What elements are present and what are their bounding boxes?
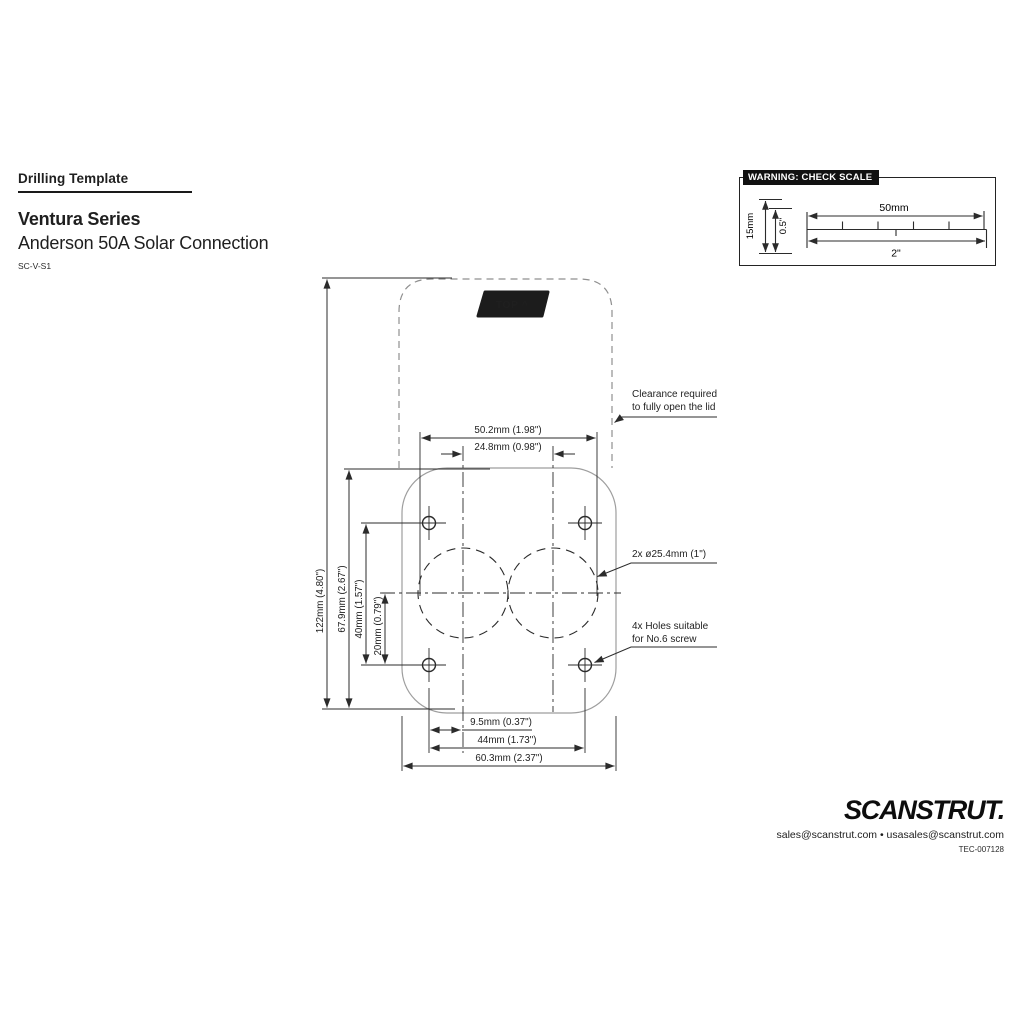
scale-half-inch-label: 0.5" [778,217,789,235]
brand-logo: SCANSTRUT. [844,795,1004,825]
warning-label: WARNING: CHECK SCALE [743,170,879,185]
top-badge-label: TOP ^ [495,299,529,311]
product-title: Anderson 50A Solar Connection [18,233,269,253]
dim-screw-row-spacing: 40mm (1.57") [354,579,365,639]
scale-15mm-label: 15mm [745,212,756,240]
sku-code: SC-V-S1 [18,261,52,271]
dim-cutout-width: 50.2mm (1.98") [474,425,542,436]
document-number: TEC-007128 [958,845,1004,854]
scale-50mm-label: 50mm [879,202,909,214]
note-cable-holes: 2x ø25.4mm (1") [632,549,707,560]
contact-emails: sales@scanstrut.com • usasales@scanstrut.com [776,829,1004,841]
dim-screw-col-spacing: 44mm (1.73") [477,735,537,746]
dim-centre-to-row: 20mm (0.79") [373,596,384,656]
series-title: Ventura Series [18,209,141,229]
dim-body-height: 67.9mm (2.67") [337,565,348,633]
dim-body-width: 60.3mm (2.37") [475,753,543,764]
top-badge [478,292,548,316]
note-screw-holes-line1: 4x Holes suitable [632,621,709,632]
dim-clearance-height: 122mm (4.80") [315,568,326,634]
dim-hole-centres: 24.8mm (0.98") [474,442,542,453]
screw-holes [412,506,602,682]
dim-screw-to-centre: 9.5mm (0.37") [470,717,532,728]
note-clearance-line2: to fully open the lid [632,402,716,413]
doc-type-title: Drilling Template [18,171,129,186]
scale-2in-label: 2" [891,247,901,260]
note-screw-holes-line2: for No.6 screw [632,634,697,645]
note-clearance-line1: Clearance required [632,389,718,400]
connector-body-outline [402,468,616,713]
footer [777,795,1005,854]
